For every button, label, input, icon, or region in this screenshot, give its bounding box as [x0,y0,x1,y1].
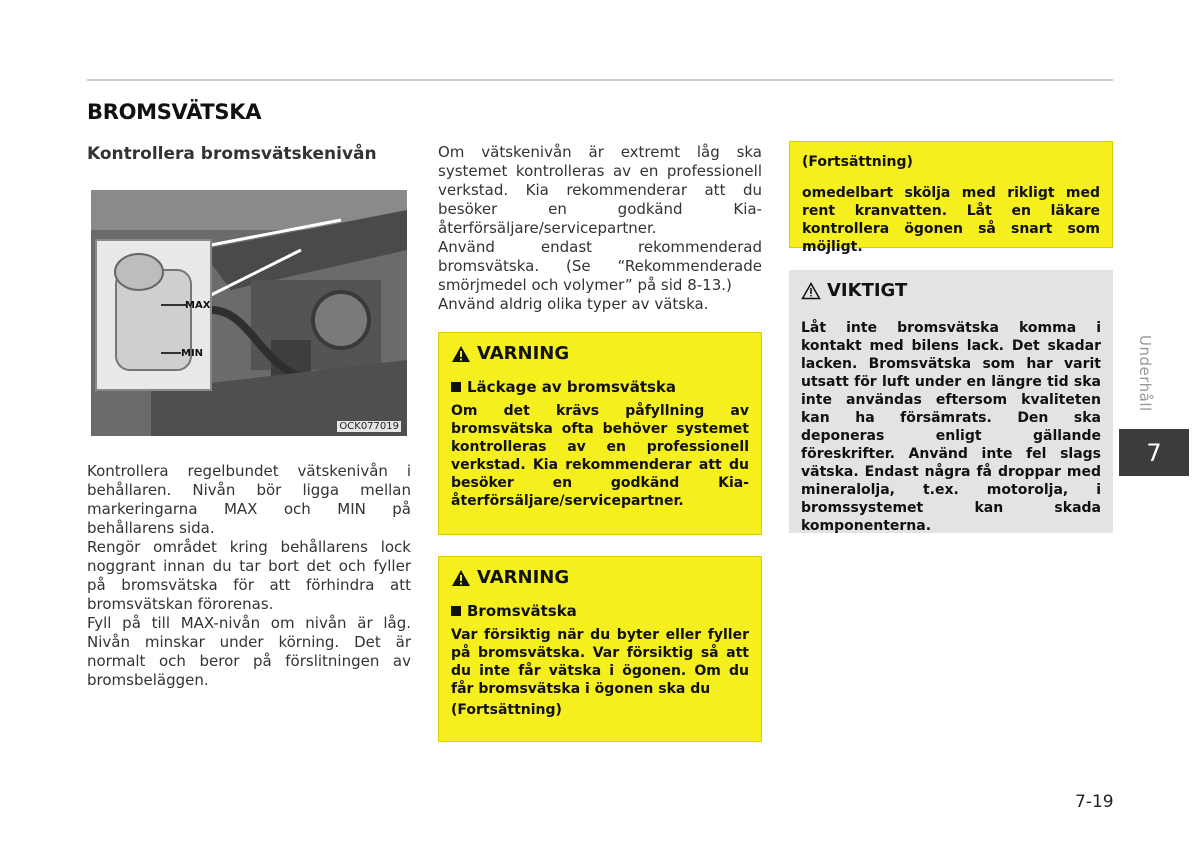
column2-text [438,143,762,314]
max-label: MAX [185,300,211,311]
notice-text: Låt inte bromsvätska komma i kontakt med bilens lack. Det skadar lacken. Bromsvätska som har varit utsatt för luft under en längre tid ska inte användas eftersom kvaliteten kan ha försämrats. Den ska deponeras enligt gällande föreskrifter. Använd inte fel slags vätska. Endast några få droppar med mineralolja, t.ex. motorolja, i bromssystemet kan skada komponenterna. [801,320,1101,534]
warning-title-text: VARNING [477,343,570,364]
warning-subtitle [451,378,749,396]
warning-text: Om det krävs påfyllning av bromsvätska ofta behöver systemet kontrolleras av en professionell verkstad. Kia rekommenderar att du besöker en godkänd Kia-återförsäljare/servicepartner. [451,403,749,509]
warning-title-text: VARNING [477,567,570,588]
engine-bay-figure [91,190,407,436]
warning-triangle-icon [451,345,471,363]
column2-paragraph: Använd aldrig olika typer av vätska. [438,295,709,313]
warning-subtitle [451,602,749,620]
warning-text: Var försiktig när du byter eller fyller på bromsvätska. Var försiktig så att du inte får vätska i ögonen. Om du får bromsvätska i ögonen ska du [451,627,749,697]
warning-subtitle-text: Bromsvätska [467,602,577,620]
notice-title [801,280,1101,301]
notice-title-text: VIKTIGT [827,280,908,301]
figure-code: OCK077019 [339,421,399,432]
bullet-square-icon [451,382,461,392]
continued-label: (Fortsättning) [451,702,562,718]
warning-leakage-box [438,332,762,535]
chapter-tab: 7 [1119,429,1189,476]
column1-paragraph: Rengör området kring behållarens lock noggrant innan du tar bort det och fyller på bromsvätska för att förhindra att bromsvätskan förorenas. [87,538,411,613]
warning-title [451,343,749,364]
continuation-heading: (Fortsättning) [802,154,913,170]
section-title: BROMSVÄTSKA [87,100,262,124]
chapter-side-label: Underhåll [1136,335,1154,412]
column2-paragraph: Om vätskenivån är extremt låg ska systemet kontrolleras av en professionell verkstad. Kia rekommenderar att du besöker en godkänd Kia-återförsäljare/servicepartner. [438,143,762,237]
top-rule [87,79,1113,81]
notice-box [789,270,1113,533]
warning-triangle-icon [451,569,471,587]
page-number: 7-19 [1075,792,1114,812]
min-label: MIN [181,348,204,359]
column2-paragraph: Använd endast rekommenderad bromsvätska. (Se “Rekommenderade smörjmedel och volymer” på sid 8-13.) [438,238,762,294]
continuation-box [789,141,1113,255]
column1-text [87,462,411,690]
column1-paragraph: Kontrollera regelbundet vätskenivån i behållaren. Nivån bör ligga mellan markeringarna MAX och MIN på behållarens sida. [87,462,411,537]
warning-brake-fluid-box [438,556,762,742]
subheading: Kontrollera bromsvätskenivån [87,144,377,164]
continuation-text: omedelbart skölja med rikligt med rent kranvatten. Låt en läkare kontrollera ögonen så snart som möjligt. [802,185,1100,255]
caution-triangle-icon [801,282,821,300]
engine-bay-illustration [91,190,407,436]
bullet-square-icon [451,606,461,616]
column1-paragraph: Fyll på till MAX-nivån om nivån är låg. Nivån minskar under körning. Det är normalt och beror på förslitningen av bromsbeläggen. [87,614,411,689]
warning-subtitle-text: Läckage av bromsvätska [467,378,677,396]
warning-title [451,567,749,588]
